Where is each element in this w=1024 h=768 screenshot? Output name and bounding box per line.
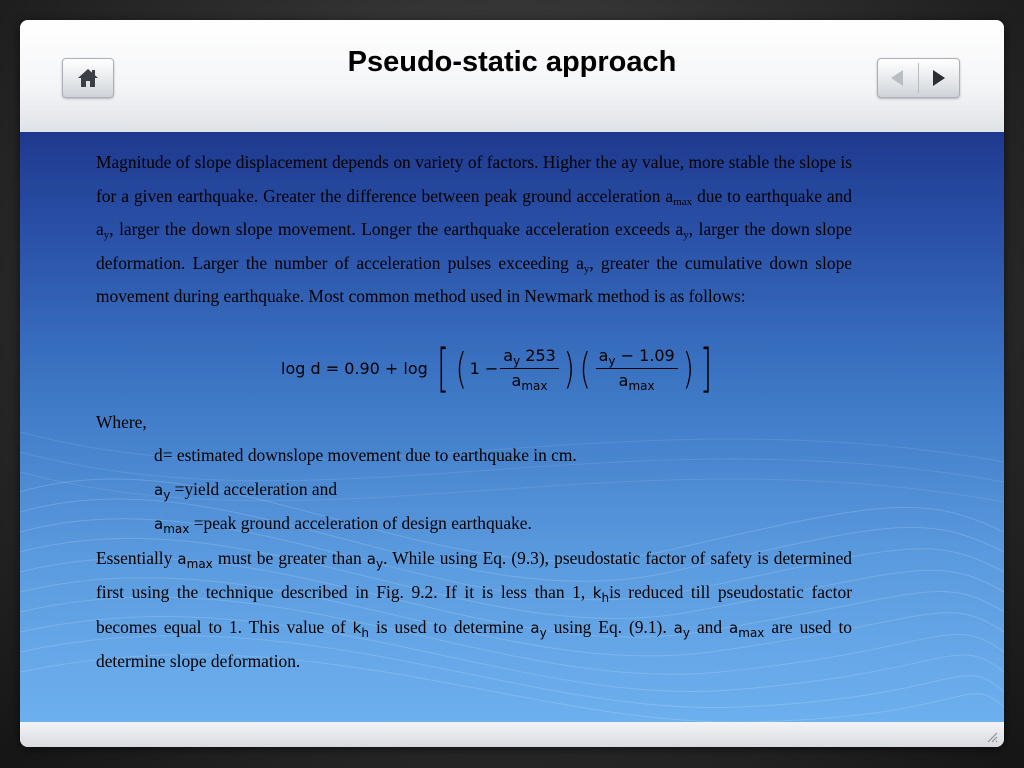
slide-content bbox=[20, 132, 1004, 722]
definitions bbox=[96, 406, 852, 542]
definition-ay: $a_y$ =yield acceleration and bbox=[154, 478, 338, 502]
pager-divider bbox=[918, 63, 919, 93]
slide bbox=[20, 20, 1004, 747]
triangle-left-icon bbox=[888, 68, 908, 88]
slide-footer bbox=[20, 722, 1004, 747]
fraction-ay-253: $\frac{a_y 253}{a_{max}}$ bbox=[500, 346, 559, 391]
slide-body bbox=[96, 146, 852, 679]
resize-grip-icon[interactable] bbox=[986, 731, 998, 743]
where-label: Where, bbox=[96, 411, 147, 432]
fraction-ay-109: $\frac{a_y - 1.09}{a_{max}}$ bbox=[596, 346, 678, 391]
next-slide-button[interactable] bbox=[928, 68, 948, 88]
slide-header bbox=[20, 20, 1004, 132]
definition-amax: $a_{max}$ =peak ground acceleration of design earthquake. bbox=[154, 513, 532, 536]
newmark-formula: log d = 0.90 + log [ ( 1 − $\frac{a_y 253}{a_{max}}$ ) ( $\frac{a_y - 1.09}{a_{max}}$ ) ] bbox=[281, 338, 713, 399]
page-title: Pseudo-static approach bbox=[347, 46, 677, 78]
triangle-right-icon bbox=[928, 68, 948, 88]
definition-d: d= estimated downslope movement due to earthquake in cm. bbox=[154, 445, 577, 465]
intro-paragraph: Magnitude of slope displacement depends on variety of factors. Higher the ay value, more stable the slope is for a given earthquake. Greater the difference between peak ground acceleration $a_{max}$ due to earthquake and $a_y$, larger the down slope movement. Longer the earthquake acceleration exceeds $a_y$, larger the down slope deformation. Larger the number of acceleration pulses exceeding $a_y$, greater the cumulative down slope movement during earthquake. Most common method used in Newmark method is as follows: bbox=[96, 152, 853, 306]
slide-pager bbox=[877, 58, 960, 98]
prev-slide-button[interactable] bbox=[888, 68, 908, 88]
closing-paragraph: Essentially $a_{max}$ must be greater than $a_y$. While using Eq. (9.3), pseudostatic factor of safety is determined first using the technique described in Fig. 9.2. If it is less than 1, $k_his$ reduced till pseudostatic factor becomes equal to 1. This value of $k_h$ is used to determine $a_y$ using Eq. (9.1). $a_y$ and $a_{max}$ are used to determine slope deformation. bbox=[96, 547, 852, 671]
